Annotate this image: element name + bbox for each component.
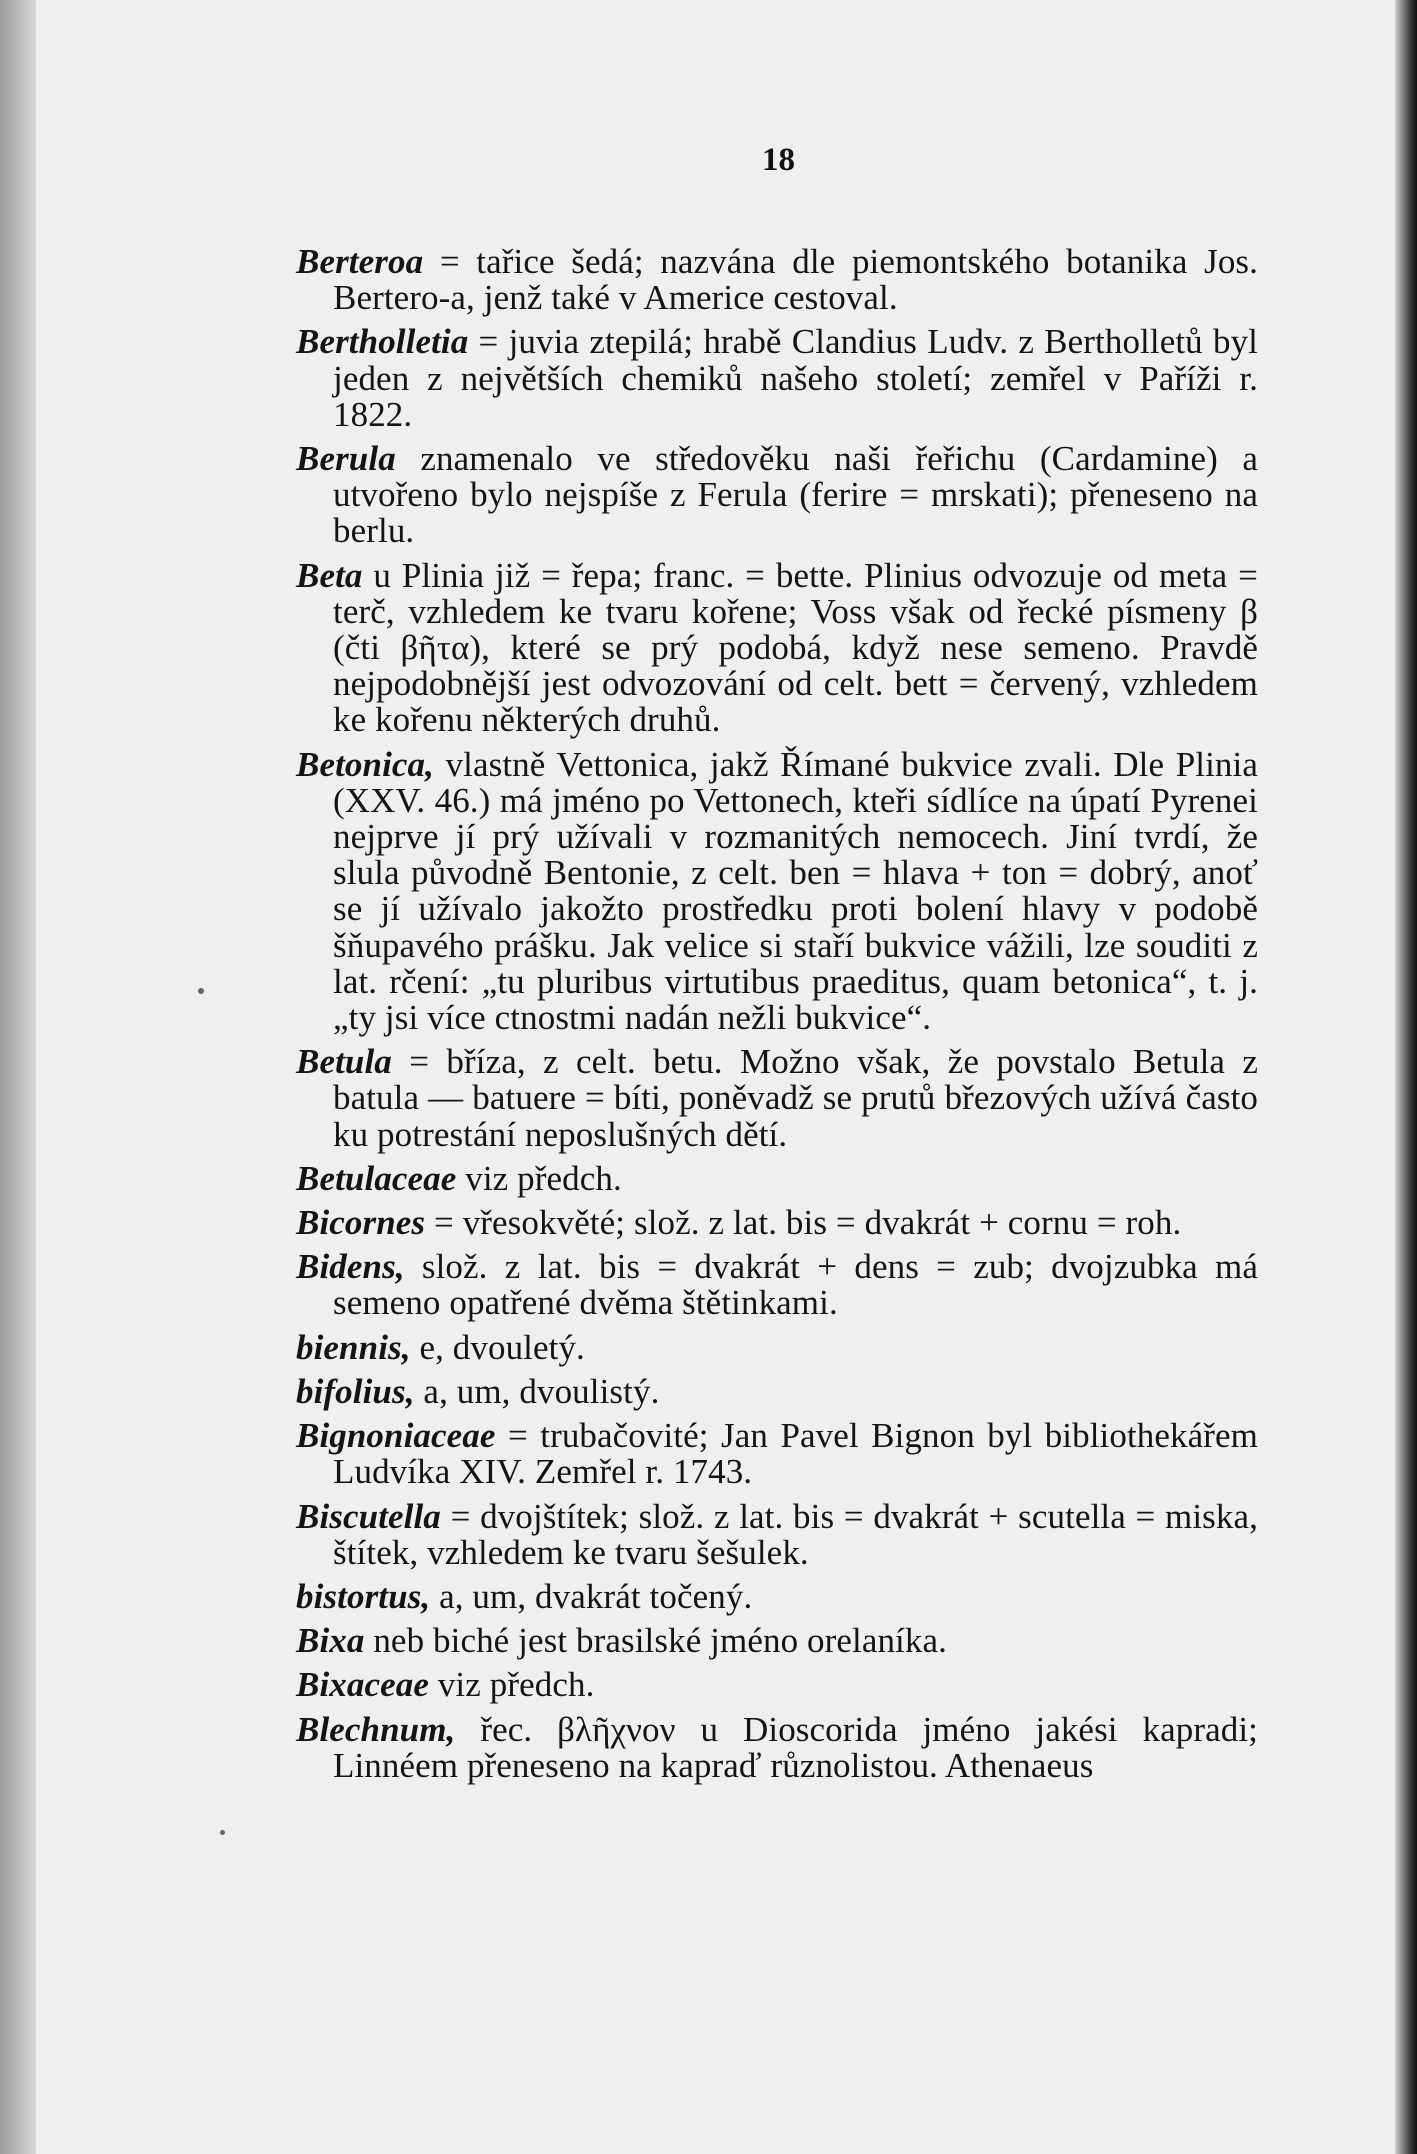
entry-biscutella [296,1496,1258,1572]
entry-text: vlastně Vettonica, jakž Římané bukvice zvali. Dle Plinia (XXV. 46.) má jméno po Vettonech, kteři sídlíce na úpatí Pyrenei nejprve jí prý užívali v rozmanitých nemocech. Jiní tvrdí, že slula původně Bentonie, z celt. ben = hlava + ton = dobrý, anoť se jí užívalo jakožto prostředku proti bolení hlavy v podobě šňupavého prášku. Jak velice si staří bukvice vážili, lze souditi z lat. rčení: „tu pluribus virtutibus praeditus, quam betonica“, t. j. „ty jsi více ctnostmi nadán nežli bukvice“. [333,744,1258,1038]
entry-text: viz předch. [428,1665,595,1705]
entry-text: = juvia ztepilá; hrabě Clandius Ludv. z Bertholletů byl jeden z největších chemiků našeho století; zemřel v Paříži r. 1822. [333,322,1258,434]
dictionary-text [296,244,1258,1792]
entry-bicornes [296,1205,1258,1241]
entry-text: znamenalo ve středověku naši řeřichu (Cardamine) a utvořeno bylo nejspíše z Ferula (ferire = mrskati); přeneseno na berlu. [333,439,1258,551]
entry-term: Beta [296,555,363,595]
entry-text: e, dvouletý. [410,1327,585,1367]
entry-bertholletia [296,324,1258,433]
entry-berteroa [296,244,1258,316]
entry-term: Bertholletia [296,322,469,362]
entry-betulaceae [296,1158,1258,1198]
entry-betula [296,1044,1258,1153]
entry-bistortus [296,1576,1258,1616]
entry-text: a, um, dvoulistý. [414,1371,660,1411]
entry-blechnum [296,1709,1258,1785]
entry-term: Berula [296,439,396,479]
entry-text: = tařice šedá; nazvána dle piemontského botanika Jos. Bertero-a, jenž také v Americe cestoval. [333,242,1258,318]
margin-speck [220,1830,225,1835]
entry-term: Blechnum, [296,1709,456,1749]
entry-term: biennis, [296,1327,411,1367]
entry-term: Bicornes [296,1203,426,1243]
entry-term: Bixa [296,1621,365,1661]
entry-term: Betulaceae [296,1158,457,1198]
entry-text: = vřesokvěté; slož. z lat. bis = dvakrát + cornu = roh. [425,1203,1182,1243]
entry-text: a, um, dvakrát točený. [430,1576,753,1616]
entry-beta [296,555,1258,740]
entry-term: Bixaceae [296,1665,429,1705]
entry-bignoniaceae [296,1418,1258,1490]
entry-bifolius [296,1371,1258,1411]
entry-text: = dvojštítek; slož. z lat. bis = dvakrát + scutella = miska, štítek, vzhledem ke tvaru šešulek. [333,1496,1258,1572]
entry-betonica [296,744,1258,1038]
entry-term: bifolius, [296,1371,415,1411]
entry-term: Biscutella [296,1496,441,1536]
entry-text: = trubačovité; Jan Pavel Bignon byl bibliothekářem Ludvíka XIV. Zemřel r. 1743. [333,1416,1258,1492]
entry-term: Bignoniaceae [296,1416,496,1456]
entry-term: Berteroa [296,242,424,281]
entry-text: neb biché jest brasilské jméno orelaníka. [364,1621,947,1661]
entry-term: bistortus, [296,1576,431,1616]
entry-berula [296,441,1258,550]
entry-bixaceae [296,1667,1258,1703]
page-left-shadow [0,0,36,2154]
entry-text: slož. z lat. bis = dvakrát + dens = zub; dvojzubka má semeno opatřené dvěma štětinkami. [333,1247,1258,1323]
entry-term: Bidens, [296,1247,405,1287]
entry-text: viz předch. [456,1158,622,1198]
entry-term: Betonica, [296,744,434,784]
entry-text: řec. βλῆχνον u Dioscorida jméno jakési kapradi; Linnéem přeneseno na kapraď různolistou. Athenaeus [333,1709,1258,1785]
entry-text: u Plinia již = řepa; franc. = bette. Plinius odvozuje od meta = terč, vzhledem ke tvaru kořene; Voss však od řecké písmeny β (čti βῆτα), které se prý podobá, když nese semeno. Pravdě nejpodobnější jest odvozování od celt. bett = červený, vzhledem ke kořenu některých druhů. [333,555,1258,740]
entry-text: = bříza, z celt. betu. Možno však, že povstalo Betula z batula — batuere = bíti, poněvadž se prutů březových užívá často ku potrestání neposlušných dětí. [333,1042,1258,1154]
entry-bidens [296,1249,1258,1321]
entry-term: Betula [296,1042,392,1082]
page-right-edge [1395,0,1417,2154]
entry-biennis [296,1327,1258,1367]
entry-bixa [296,1623,1258,1659]
margin-speck [198,988,204,994]
page-number: 18 [762,142,795,178]
